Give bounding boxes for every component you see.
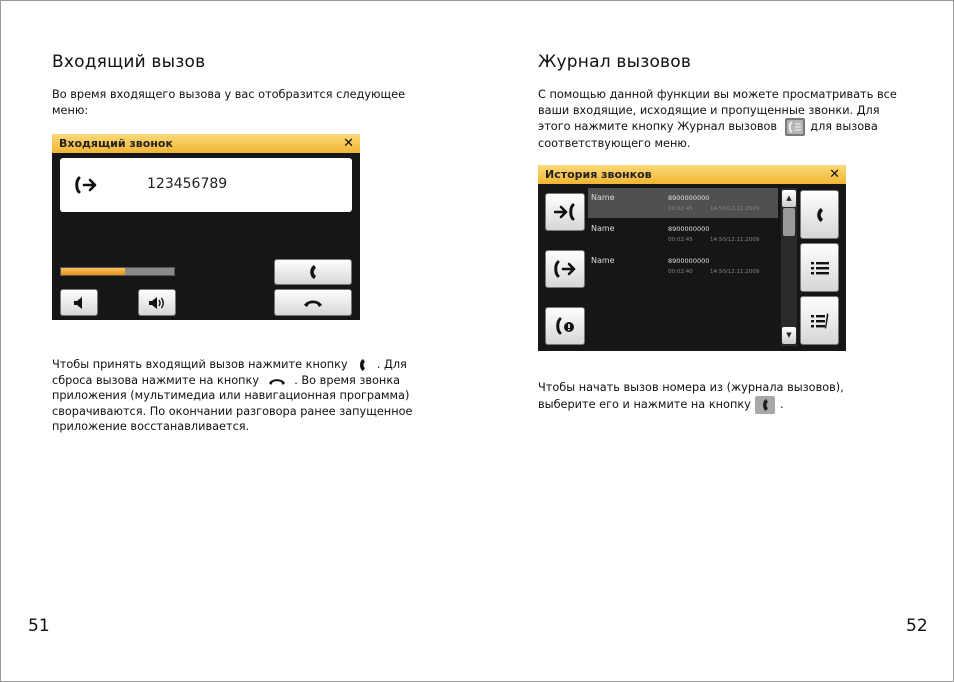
number-panel [60,158,352,212]
scroll-down-button[interactable]: ▼ [782,327,796,344]
dialog-title: История звонков [538,165,846,184]
tab-outgoing-calls[interactable] [545,193,585,231]
entry-datetime: 14:50/12.11.2009 [710,237,760,243]
left-body-line: Чтобы принять входящий вызов нажмите кнопку . Для [52,358,407,371]
entry-number: 8900000000 [668,225,710,233]
accept-call-button[interactable] [274,259,352,285]
left-body [52,357,422,435]
left-intro-line: Во время входящего вызова у вас отобразится следующее [52,88,406,101]
right-heading: Журнал вызовов [538,52,692,72]
incoming-call-icon [75,176,97,194]
hang-up-icon [263,375,291,387]
edit-list-button[interactable] [800,296,839,345]
left-intro-line: меню: [52,103,89,117]
speaker-low-icon [72,296,86,310]
call-history-list [588,188,778,346]
left-intro [52,87,405,118]
list-icon [811,261,829,275]
right-body-line: выберите его и нажмите на кнопку . [538,396,918,414]
entry-datetime: 14:50/12.11.2009 [710,269,760,275]
phone-handset-icon [307,264,319,280]
scroll-up-button[interactable]: ▲ [782,190,796,207]
edit-list-icon [811,313,829,329]
entry-duration: 00:02:45 [668,206,693,212]
scroll-thumb[interactable] [783,208,795,236]
right-intro-line: этого нажмите кнопку Журнал вызовов для вызова [538,118,918,136]
incoming-call-icon [554,260,576,278]
tab-missed-calls[interactable] [545,307,585,345]
call-button-icon [754,396,776,414]
reject-call-button[interactable] [274,289,352,316]
right-intro [538,87,918,152]
call-log-icon [781,118,807,136]
left-heading: Входящий вызов [52,52,206,72]
page-number-right: 52 [906,616,928,636]
entry-name: Name [591,224,615,233]
page-number-left: 51 [28,616,50,636]
right-intro-line: С помощью данной функции вы можете просматривать все [538,88,897,101]
left-body-line: приложения (мультимедиа или навигационная программа) [52,389,410,403]
entry-number: 8900000000 [668,257,710,265]
list-item[interactable] [588,251,778,281]
entry-datetime: 14:50/12.11.2009 [710,206,760,212]
call-history-dialog [538,165,846,351]
volume-down-button[interactable] [60,289,98,316]
volume-bar-fill [61,268,125,275]
close-icon[interactable]: ✕ [829,167,840,182]
left-body-line: приложение восстанавливается. [52,420,250,434]
left-body-line: сброса вызова нажмите на кнопку . Во время звонка [52,373,401,387]
right-body [538,380,918,414]
outgoing-call-icon [554,203,576,221]
accept-call-icon [351,358,373,372]
entry-name: Name [591,256,615,265]
volume-up-button[interactable] [138,289,176,316]
left-body-line: сворачиваются. По окончании разговора ранее запущенное [52,404,413,418]
entry-duration: 00:02:40 [668,269,693,275]
list-item[interactable] [588,219,778,249]
entry-number: 8900000000 [668,194,710,202]
caller-number: 123456789 [147,176,228,192]
dialog-title: Входящий звонок [52,134,360,153]
close-icon[interactable]: ✕ [343,136,354,151]
tab-incoming-calls[interactable] [545,250,585,288]
list-scrollbar[interactable] [781,188,797,346]
missed-call-icon [554,317,576,335]
phone-handset-icon [814,207,826,223]
right-intro-line: соответствующего меню. [538,137,691,151]
right-body-line: Чтобы начать вызов номера из (журнала вызовов), [538,381,844,394]
volume-bar [60,267,175,276]
call-button[interactable] [800,190,839,239]
hang-up-icon [303,298,323,308]
entry-duration: 00:02:45 [668,237,693,243]
incoming-call-dialog [52,134,360,320]
right-intro-line: ваши входящие, исходящие и пропущенные звонки. Для [538,103,880,117]
list-item[interactable] [588,188,778,218]
details-button[interactable] [800,243,839,292]
speaker-high-icon [148,296,166,310]
entry-name: Name [591,193,615,202]
